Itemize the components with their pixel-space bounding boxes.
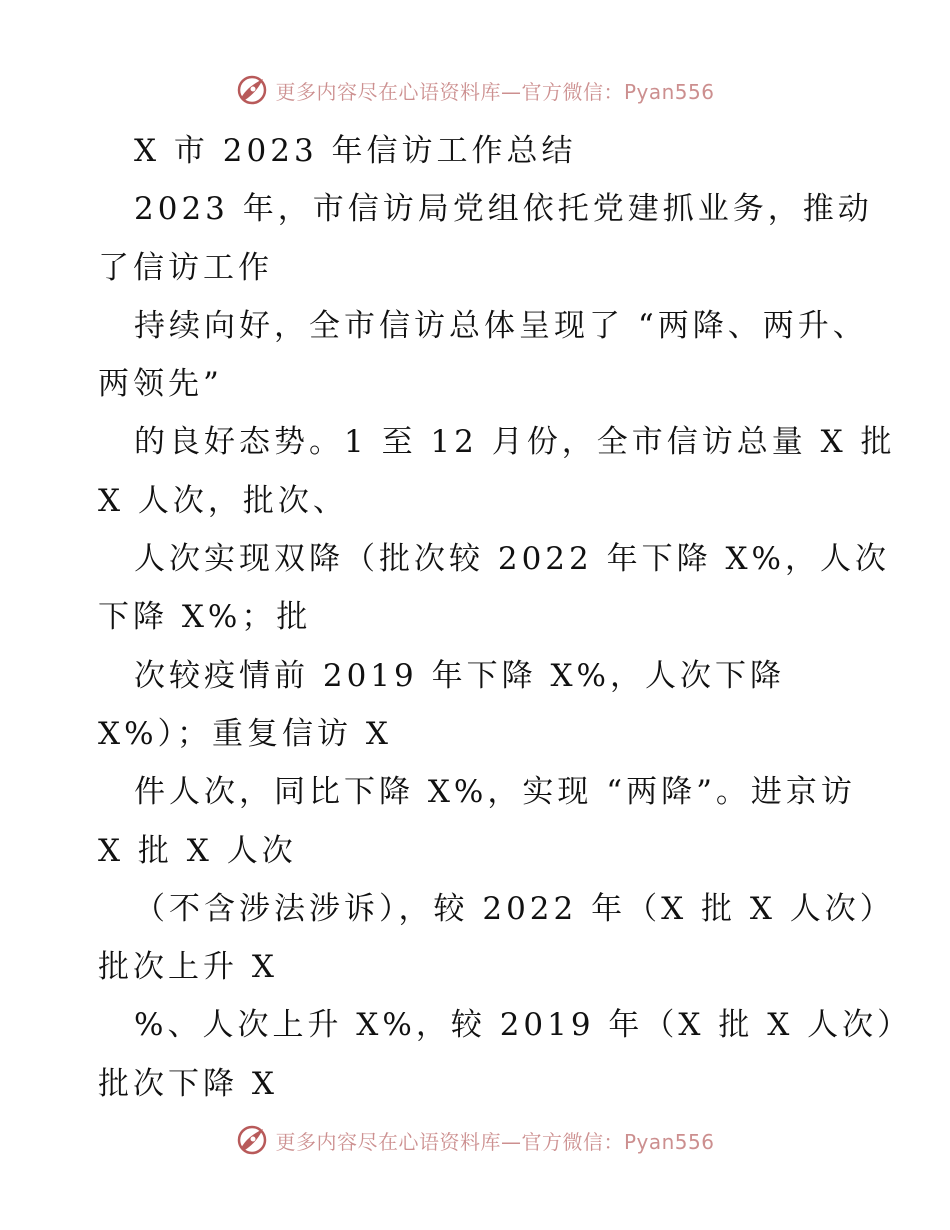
text-line: 持续向好，全市信访总体呈现了 “两降、两升、 bbox=[134, 307, 868, 344]
text-line: %、人次上升 X%，较 2019 年（X 批 X 人次） bbox=[134, 1007, 913, 1044]
header-watermark-banner bbox=[0, 70, 950, 110]
document-title: X 市 2023 年信访工作总结 bbox=[134, 133, 577, 169]
text-line: 件人次，同比下降 X%，实现 “两降”。进京访 bbox=[134, 774, 856, 811]
text-line: 批次上升 X bbox=[98, 949, 278, 986]
footer-watermark-banner bbox=[0, 1120, 950, 1160]
text-line: 了信访工作 bbox=[98, 249, 273, 286]
watermark-text: 更多内容尽在心语资料库—官方微信：Pyan556 bbox=[275, 1129, 715, 1154]
watermark-text: 更多内容尽在心语资料库—官方微信：Pyan556 bbox=[275, 79, 715, 104]
text-line: （不含涉法涉诉），较 2022 年（X 批 X 人次） bbox=[134, 890, 895, 927]
text-line: 下降 X%；批 bbox=[98, 599, 312, 636]
text-line: X 批 X 人次 bbox=[98, 832, 297, 869]
text-line: X 人次，批次、 bbox=[98, 482, 348, 519]
text-line: 两领先” bbox=[98, 366, 223, 403]
text-line: 2023 年，市信访局党组依托党建抓业务，推动 bbox=[134, 191, 873, 228]
text-line: 次较疫情前 2019 年下降 X%，人次下降 bbox=[134, 657, 785, 694]
text-line: 人次实现双降（批次较 2022 年下降 X%，人次 bbox=[134, 541, 890, 578]
text-line: X%）；重复信访 X bbox=[98, 715, 392, 752]
pen-nib-seal-icon bbox=[235, 1123, 269, 1157]
document-body bbox=[98, 122, 913, 1113]
pen-nib-seal-icon bbox=[235, 73, 269, 107]
text-line: 的良好态势。1 至 12 月份，全市信访总量 X 批 bbox=[134, 424, 896, 461]
text-line: 批次下降 X bbox=[98, 1065, 278, 1102]
